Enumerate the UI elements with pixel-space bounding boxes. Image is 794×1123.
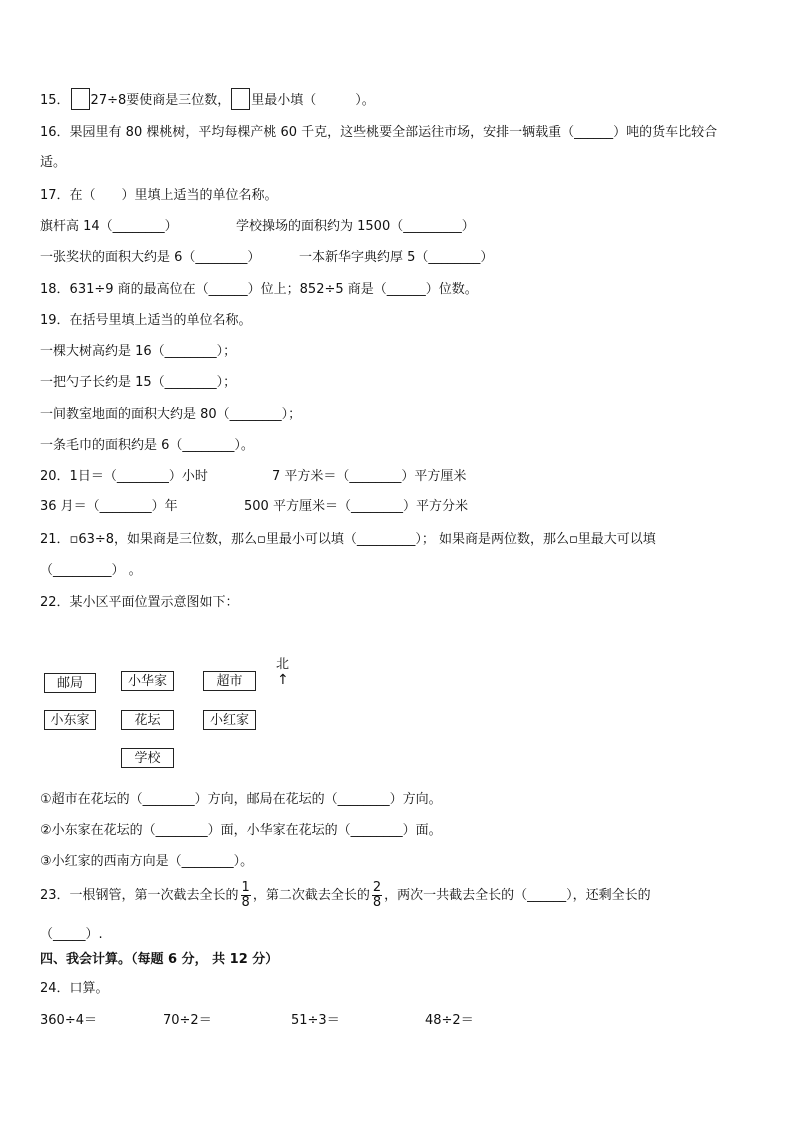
q22-sub3: ③小红家的西南方向是（________）。 [40,854,254,869]
map-xiaodong-home: 小东家 [44,710,96,730]
map-flower-bed: 花坛 [121,710,174,730]
q24-expr-2: 70÷2＝ [163,1013,212,1028]
q17-item-d: 一本新华字典约厚 5（________） [299,250,494,265]
fraction-denominator: 8 [372,895,382,910]
q15-line [40,88,375,110]
q20-item-a: 20．1日＝（________）小时 [40,469,208,484]
fraction-numerator: 1 [241,880,250,895]
q21-line2: （_________） 。 [40,563,142,578]
q24-expr-1: 360÷4＝ [40,1013,97,1028]
q23-line1 [40,876,651,916]
q23-text-a: 23．一根钢管，第一次截去全长的 [40,888,239,903]
q19-item-c: 一间教室地面的面积大约是 80（________）； [40,407,302,422]
map-supermarket: 超市 [203,671,256,691]
fraction-numerator: 2 [372,880,382,895]
q24-expr-4: 48÷2＝ [425,1013,474,1028]
q23-line2: （_____）. [40,927,103,942]
q18-line: 18．631÷9 商的最高位在（______）位上；852÷5 商是（______）位数。 [40,282,478,297]
q15-text-b: 里最小填（ ）。 [251,93,375,108]
q23-text-c: ，两次一共截去全长的（______），还剩全长的 [384,888,651,903]
q19-line1: 19．在括号里填上适当的单位名称。 [40,313,252,328]
q17-item-b: 学校操场的面积约为 1500（_________） [236,219,475,234]
q22-line1: 22．某小区平面位置示意图如下： [40,595,239,610]
q21-line1: 21．▫63÷8，如果商是三位数，那么▫里最小可以填（_________）； 如果商是两位数，那么▫里最大可以填 [40,532,656,547]
q20-item-b: 7 平方米＝（________）平方厘米 [272,469,467,484]
q23-text-b: ，第二次截去全长的 [252,888,370,903]
north-arrow-icon: ↑ [277,672,289,688]
q15-number: 15． [40,93,70,108]
q24-expr-3: 51÷3＝ [291,1013,340,1028]
q19-item-b: 一把勺子长约是 15（________）； [40,375,237,390]
q20-item-d: 500 平方厘米＝（________）平方分米 [244,499,468,514]
north-label: 北 [276,657,290,672]
q17-line1: 17．在（ ）里填上适当的单位名称。 [40,188,278,203]
blank-square[interactable] [71,88,90,110]
fraction-two-eighths [372,881,382,910]
q17-item-c: 一张奖状的面积大约是 6（________） [40,250,261,265]
q24-line1: 24．口算。 [40,981,109,996]
map-school: 学校 [121,748,174,768]
q16-line1: 16．果园里有 80 棵桃树，平均每棵产桃 60 千克，这些桃要全部运往市场，安排一辆载重（______）吨的货车比较合 [40,125,718,140]
q19-item-d: 一条毛巾的面积约是 6（________）。 [40,438,254,453]
blank-square[interactable] [231,88,250,110]
q15-text-a: 27÷8要使商是三位数， [90,93,231,108]
q16-line2: 适。 [40,155,67,170]
q17-item-a: 旗杆高 14（________） [40,219,178,234]
fraction-denominator: 8 [241,895,250,910]
map-xiaohong-home: 小红家 [203,710,256,730]
section4-title: 四、我会计算。（每题 6 分， 共 12 分） [40,952,279,967]
map-post-office: 邮局 [44,673,96,693]
fraction-one-eighth [241,881,251,910]
map-xiaohua-home: 小华家 [121,671,174,691]
q20-item-c: 36 月＝（________）年 [40,499,178,514]
q19-item-a: 一棵大树高约是 16（________）； [40,344,237,359]
q22-sub1: ①超市在花坛的（________）方向，邮局在花坛的（________）方向。 [40,792,442,807]
q22-sub2: ②小东家在花坛的（________）面，小华家在花坛的（________）面。 [40,823,442,838]
